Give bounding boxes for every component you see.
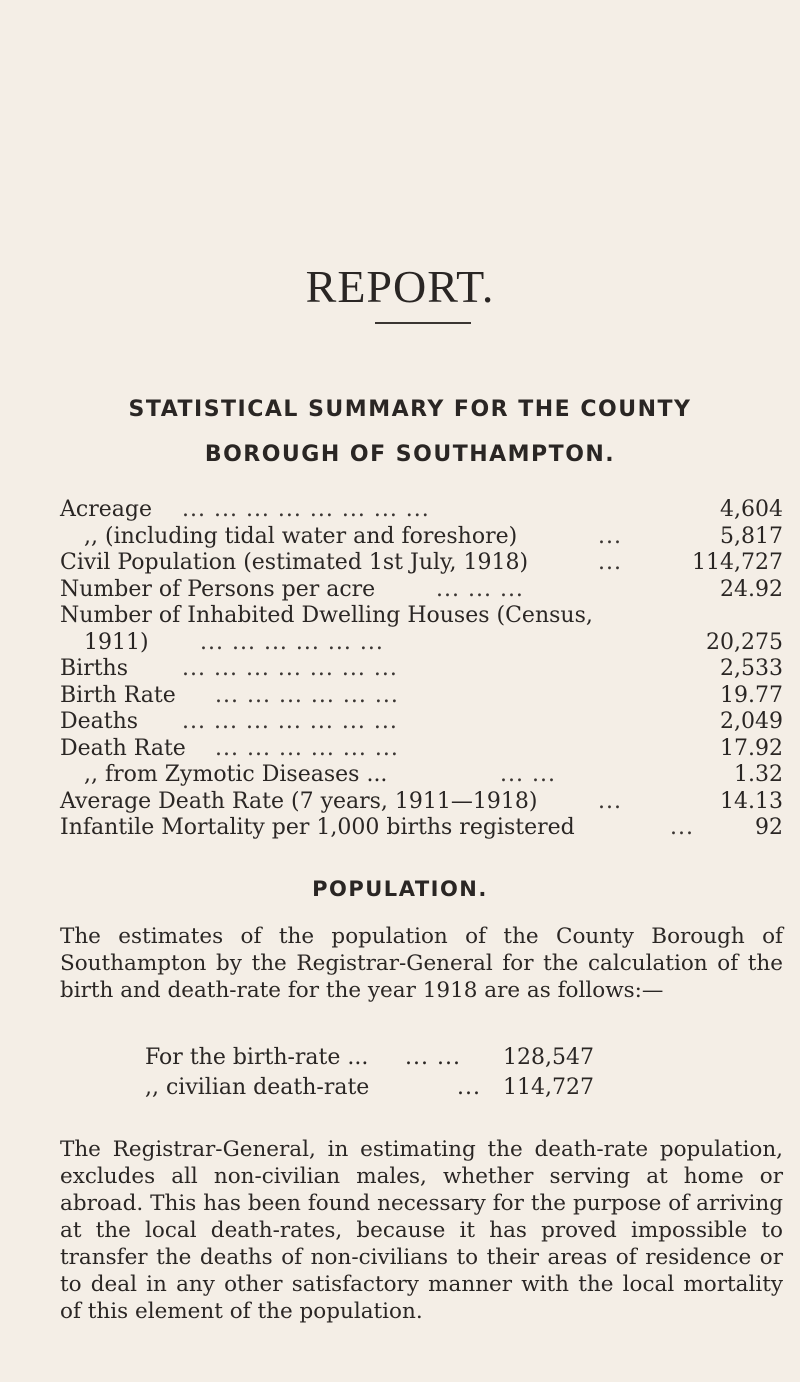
row-label: Births [60, 656, 129, 681]
row-value: 2,533 [720, 656, 783, 681]
row-value: 14.13 [720, 788, 783, 814]
row-label: Death Rate [60, 735, 186, 761]
row-label: ,, from Zymotic Diseases ... [84, 762, 388, 787]
leader-dots: ... [598, 550, 622, 575]
row-value: 1.32 [734, 762, 783, 787]
summary-heading-line2: BOROUGH OF SOUTHAMPTON. [204, 442, 616, 467]
title-divider [375, 322, 471, 324]
row-value: 4,604 [720, 497, 783, 522]
row-label: Average Death Rate (7 years, 1911—1918) [60, 788, 538, 814]
leader-dots: ... [598, 523, 622, 549]
estimate-value: 128,547 [503, 1045, 594, 1070]
row-value: 2,049 [720, 709, 783, 734]
row-value: 114,727 [692, 550, 783, 575]
row-label: Civil Population (estimated 1st July, 1918) [60, 550, 529, 575]
leader-dots: ... ... [500, 762, 556, 787]
leader-dots: ... ... ... ... ... ... ... [182, 709, 398, 734]
row-value: 24.92 [720, 576, 783, 602]
row-value: 5,817 [720, 523, 783, 549]
population-heading: POPULATION. [312, 877, 488, 901]
summary-row [60, 683, 783, 710]
leader-dots: ... [457, 1075, 481, 1100]
leader-dots: ... ... ... ... ... ... [215, 682, 399, 708]
leader-dots: ... ... ... ... ... ... ... ... [182, 497, 430, 522]
summary-row [60, 550, 783, 577]
row-label: Number of Inhabited Dwelling Houses (Census, [60, 603, 593, 628]
estimate-label: For the birth-rate ... [145, 1045, 369, 1070]
population-estimates [145, 1043, 705, 1103]
summary-row [60, 497, 783, 524]
leader-dots: ... ... [405, 1045, 461, 1070]
report-title: REPORT. [305, 261, 495, 312]
leader-dots: ... ... ... ... ... ... [215, 735, 399, 761]
estimate-label: ,, civilian death-rate [145, 1075, 370, 1100]
row-label: Number of Persons per acre [60, 576, 376, 602]
row-label: Acreage [60, 497, 152, 522]
estimate-value: 114,727 [503, 1075, 594, 1100]
summary-heading-line1: STATISTICAL SUMMARY FOR THE COUNTY [128, 397, 692, 422]
summary-row [60, 630, 783, 657]
summary-row [60, 524, 783, 551]
summary-row [60, 603, 783, 630]
summary-row [60, 709, 783, 736]
leader-dots: ... ... ... ... ... ... ... [182, 656, 398, 681]
row-value: 17.92 [720, 735, 783, 761]
row-label: 1911) [84, 629, 149, 655]
summary-row [60, 815, 783, 842]
row-label: Birth Rate [60, 682, 176, 708]
summary-row [60, 736, 783, 763]
row-value: 92 [755, 815, 783, 840]
leader-dots: ... ... ... ... ... ... [200, 629, 384, 655]
summary-row [60, 762, 783, 789]
population-paragraph-1: The estimates of the population of the County Borough of Southampton by the Registrar-General for the calculation of the birth and death-rate for the year 1918 are as follows:— [60, 924, 783, 1003]
row-label: Infantile Mortality per 1,000 births registered [60, 815, 575, 840]
row-value: 19.77 [720, 682, 783, 708]
population-paragraph-2: The Registrar-General, in estimating the death-rate population, excludes all non-civilian males, whether serving at home or abroad. This has been found necessary for the purpose of arriving at the local death-rates, because it has proved impossible to transfer the deaths of non-civilians to their areas of residence or to deal in any other satisfactory manner with the local mortality of this element of the population. [60, 1137, 783, 1324]
estimate-row [145, 1043, 705, 1073]
statistical-summary-table [60, 497, 783, 842]
leader-dots: ... [598, 788, 622, 814]
row-label: ,, (including tidal water and foreshore) [84, 523, 518, 549]
summary-row [60, 656, 783, 683]
row-label: Deaths [60, 709, 139, 734]
leader-dots: ... [670, 815, 694, 840]
leader-dots: ... ... ... [436, 576, 524, 602]
summary-row [60, 577, 783, 604]
summary-row [60, 789, 783, 816]
row-value: 20,275 [706, 629, 783, 655]
estimate-row [145, 1073, 705, 1103]
